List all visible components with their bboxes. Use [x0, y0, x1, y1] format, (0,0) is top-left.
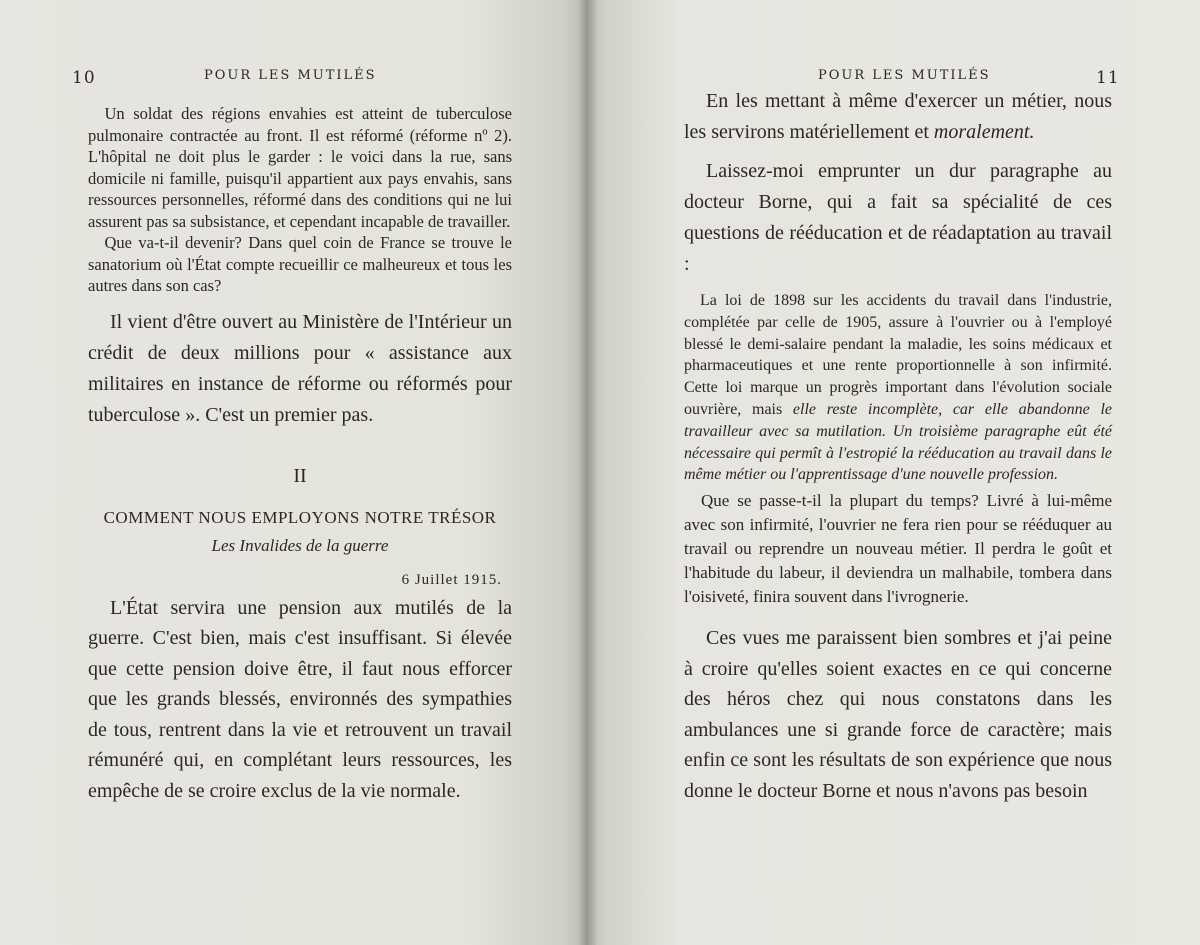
right-text-column	[684, 86, 1112, 806]
right-paragraph-3: Ces vues me paraissent bien sombres et j'ai peine à croire qu'elles soient exactes en ce qui concerne des héros chez qui nous constatons dans les ambulances une si grande force de caractère; mais enfin ce sont les résultats de son expérience que nous donne le docteur Borne et nous n'avons pas besoin	[684, 627, 1112, 802]
quote-paragraph-1: La loi de 1898 sur les accidents du travail dans l'industrie, complétée par celle de 1905, assure à l'ouvrier ou à l'employé blessé le demi-salaire pendant la maladie, les soins médicaux et pharmaceutiques et une rente proportionnelle à son infirmité. Cette loi marque un progrès important dans l'évolution sociale ouvrière, mais elle reste incomplète, car elle abandonne le travailleur avec sa mutilation. Un troisième paragraphe eût été nécessaire qui permît à l'estropié la rééducation au travail dans le même métier ou l'apprentissage d'une nouvelle profession.	[684, 292, 1112, 484]
left-paragraph-4: L'État servira une pension aux mutilés de la guerre. C'est bien, mais c'est insuffisant. Si élevée que cette pension doive être, il faut nous efforcer que les grands blessés, environnés des sympathies de tous, rentrent dans la vie et retrouvent un travail rémunéré qui, en complétant leurs ressources, les empêche de se croire exclus de la vie normale.	[88, 596, 512, 802]
left-text-column	[88, 103, 512, 806]
left-page	[0, 0, 588, 945]
date-line: 6 Juillet 1915.	[401, 571, 502, 588]
quote-paragraph-2: Que se passe-t-il la plupart du temps? Livré à lui-même avec son infirmité, l'ouvrier ne fera rien pour se rééduquer au travail ou reprendre un nouveau métier. Il perdra le goût et l'habitude du labeur, il deviendra un malhabile, tombera dans l'oisiveté, finira souvent dans l'ivrognerie.	[684, 491, 1112, 607]
book-gutter	[578, 0, 596, 945]
right-page-number: 11	[1096, 68, 1120, 88]
right-page	[588, 0, 1200, 945]
right-paragraph-2: Laissez-moi emprunter un dur paragraphe au docteur Borne, qui a fait sa spécialité de ces questions de rééducation et de réadaptation au travail :	[684, 160, 1112, 275]
left-paragraph-1: Un soldat des régions envahies est atteint de tuberculose pulmonaire contractée au front. Il est réformé (réforme nº 2). L'hôpital ne doit plus le garder : le voici dans la rue, sans domicile ni famille, puisqu'il appartient aux pays envahis, sans ressources personnelles, réformé dans des conditions qui ne lui assurent pas sa subsistance, et cependant incapable de travailler.	[88, 104, 512, 231]
left-paragraph-2: Que va-t-il devenir? Dans quel coin de France se trouve le sanatorium où l'État compte recueillir ce malheureux et tous les autres dans son cas?	[88, 233, 512, 295]
section-title: COMMENT NOUS EMPLOYONS NOTRE TRÉSOR	[103, 507, 497, 527]
left-page-number: 10	[72, 68, 96, 88]
left-running-head: POUR LES MUTILÉS	[204, 68, 377, 83]
right-paragraph-1: En les mettant à même d'exercer un métier, nous les servirons matériellement et moralement.	[684, 90, 1112, 143]
section-subtitle: Les Invalides de la guerre	[211, 535, 389, 555]
section-number: II	[293, 464, 307, 487]
left-paragraph-3: Il vient d'être ouvert au Ministère de l'Intérieur un crédit de deux millions pour « assistance aux militaires en instance de réforme ou réformés pour tuberculose ». C'est un premier pas.	[88, 310, 512, 426]
right-running-head: POUR LES MUTILÉS	[818, 68, 991, 83]
